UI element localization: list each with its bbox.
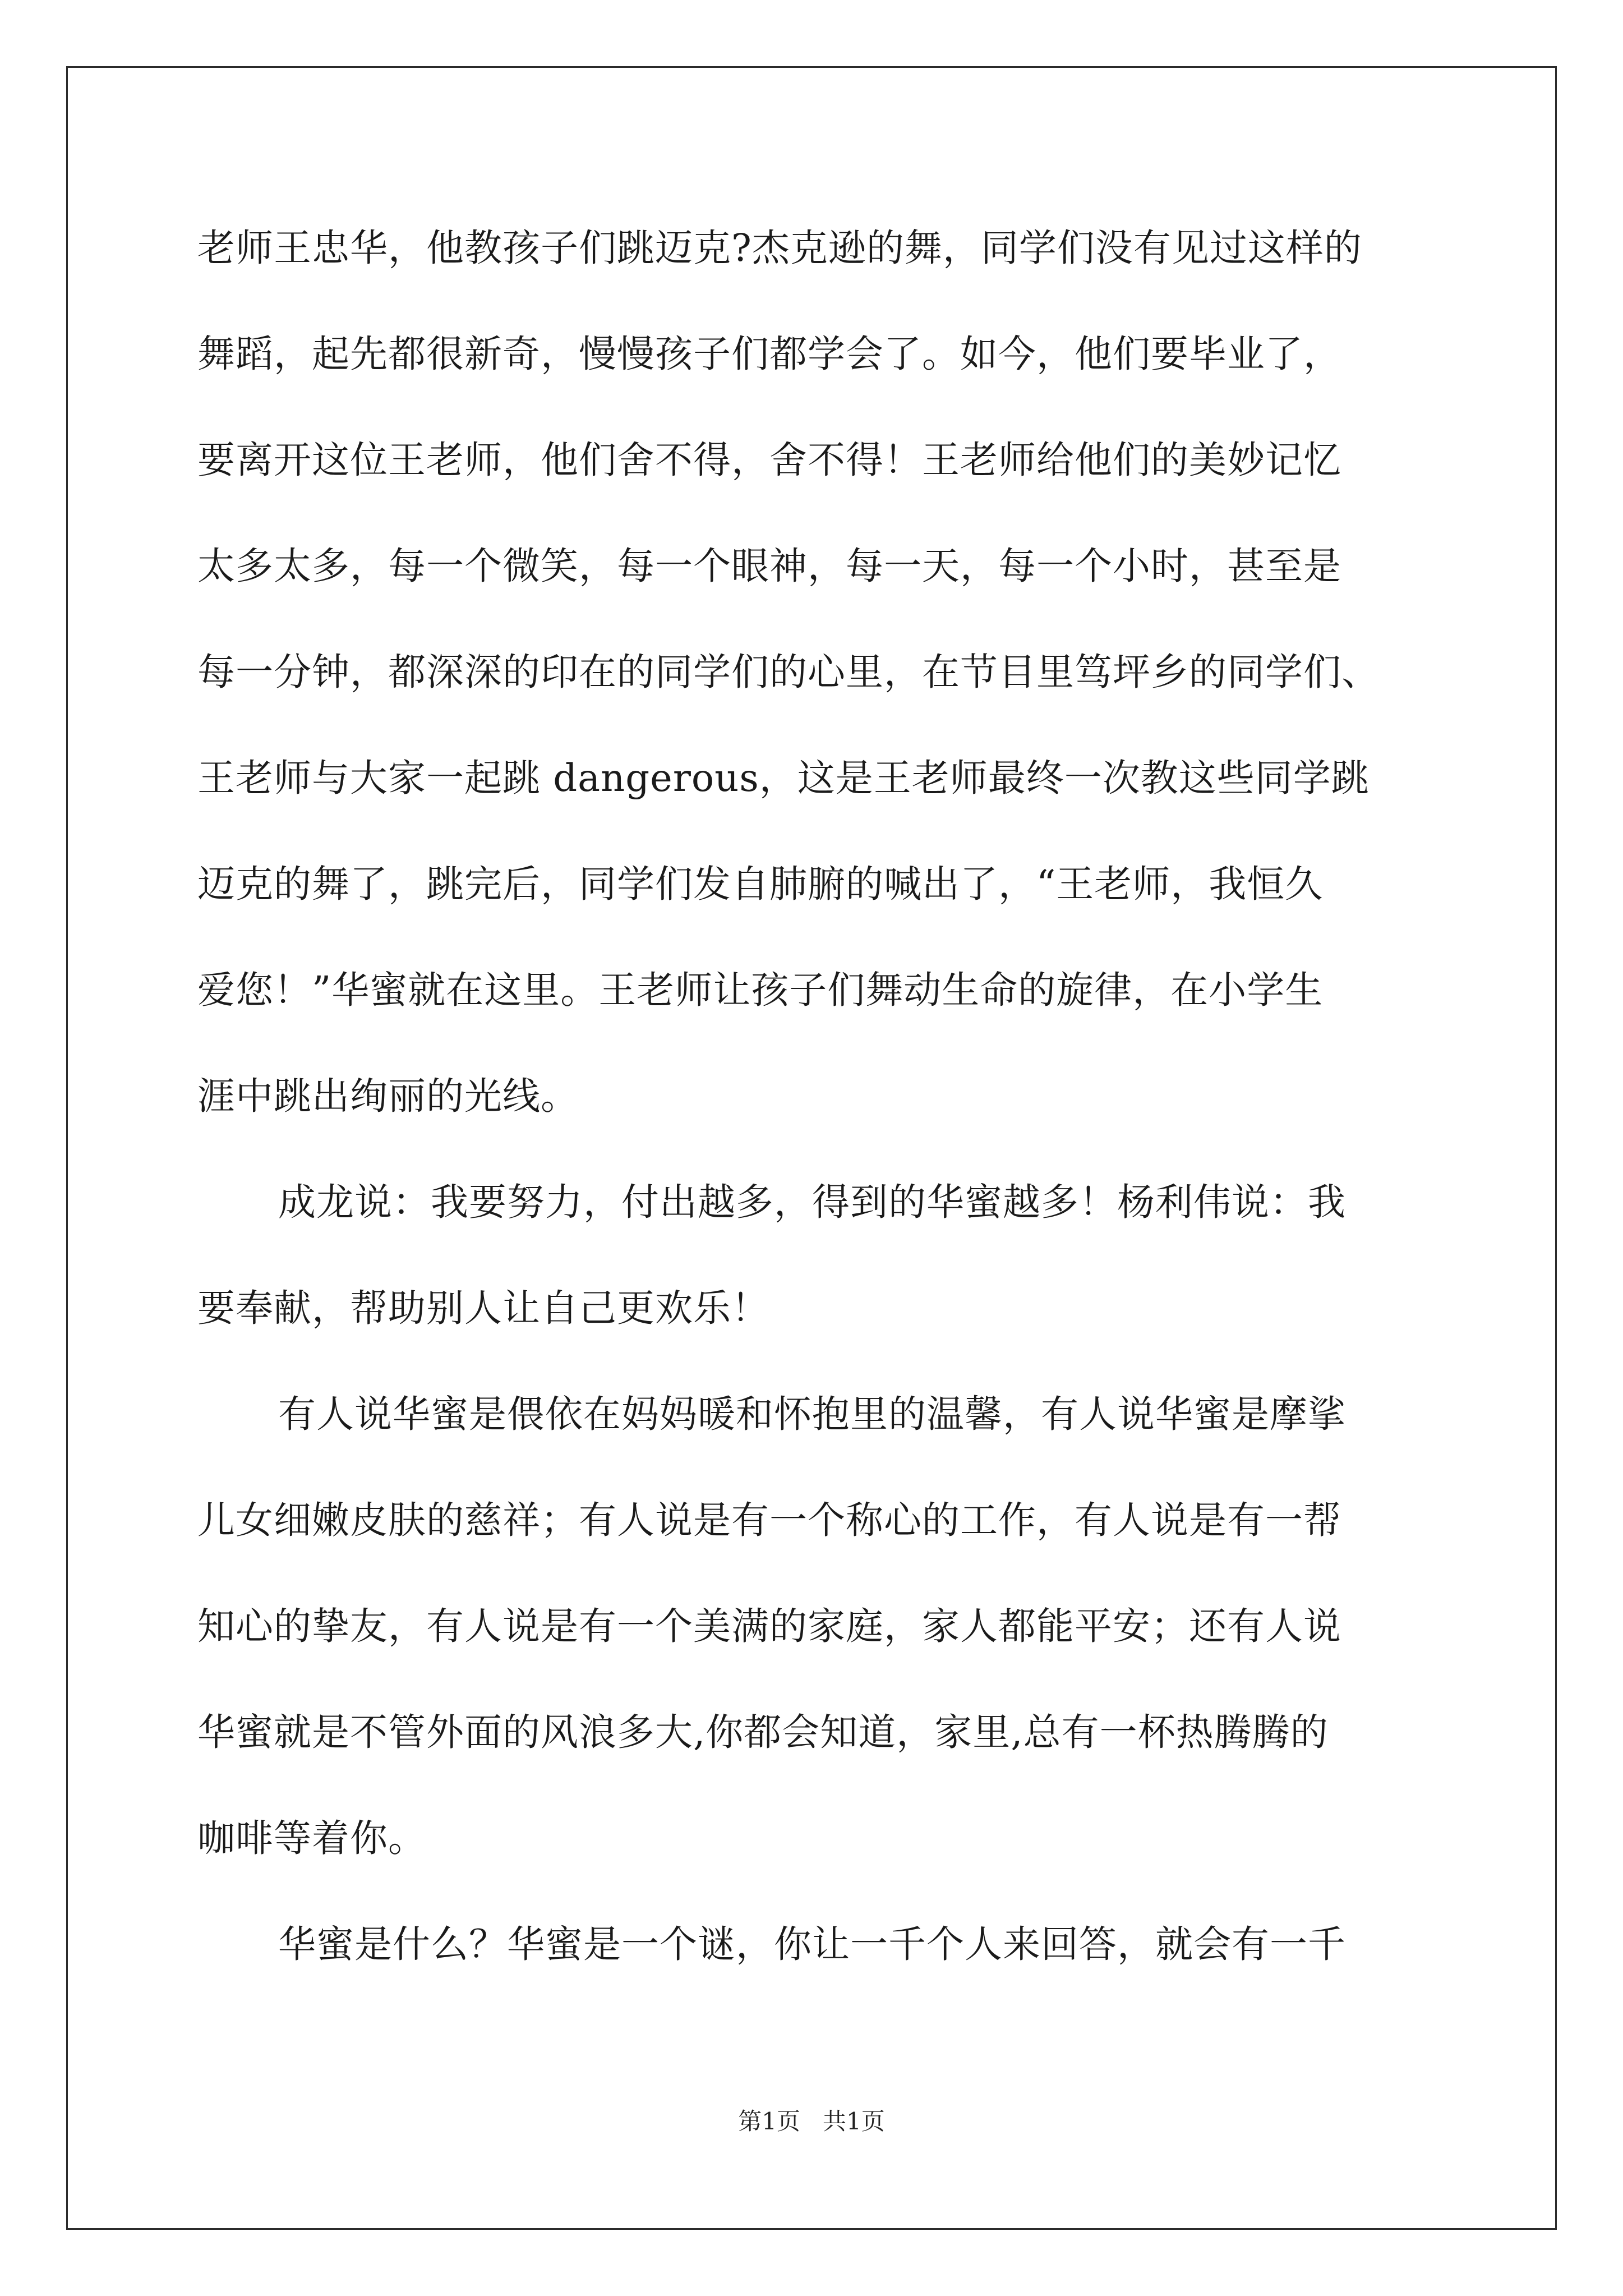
- text-line: 要离开这位王老师，他们舍不得，舍不得！王老师给他们的美妙记忆: [197, 438, 1341, 482]
- text-line: 咖啡等着你。: [197, 1816, 426, 1860]
- page-number-footer: 第1页 共1页: [738, 2108, 885, 2135]
- paragraph-start-line: 有人说华蜜是偎依在妈妈暖和怀抱里的温馨，有人说华蜜是摩挲: [278, 1392, 1346, 1436]
- text-line: 太多太多，每一个微笑，每一个眼神，每一天，每一个小时，甚至是: [197, 544, 1341, 588]
- text-line: 知心的挚友，有人说是有一个美满的家庭，家人都能平安；还有人说: [197, 1604, 1341, 1648]
- text-line: 要奉献，帮助别人让自己更欢乐！: [197, 1286, 769, 1330]
- text-line: 舞蹈，起先都很新奇，慢慢孩子们都学会了。如今，他们要毕业了，: [197, 332, 1341, 376]
- text-line: 老师王忠华，他教孩子们跳迈克?杰克逊的舞，同学们没有见过这样的: [197, 226, 1362, 270]
- text-line: 儿女细嫩皮肤的慈祥；有人说是有一个称心的工作，有人说是有一帮: [197, 1498, 1341, 1542]
- text-line: 迈克的舞了，跳完后，同学们发自肺腑的喊出了，“王老师，我恒久: [197, 862, 1324, 906]
- paragraph-start-line: 成龙说：我要努力，付出越多，得到的华蜜越多！杨利伟说：我: [278, 1180, 1346, 1224]
- text-line: 涯中跳出绚丽的光线。: [197, 1074, 579, 1118]
- text-line: 爱您！”华蜜就在这里。王老师让孩子们舞动生命的旋律，在小学生: [197, 968, 1324, 1012]
- text-line: 王老师与大家一起跳 dangerous，这是王老师最终一次教这些同学跳: [197, 756, 1370, 800]
- text-line: 华蜜就是不管外面的风浪多大,你都会知道，家里,总有一杯热腾腾的: [197, 1710, 1329, 1754]
- document-body: [197, 218, 1426, 2020]
- text-line: 每一分钟，都深深的印在的同学们的心里，在节目里笃坪乡的同学们、: [197, 650, 1380, 694]
- paragraph-start-line: 华蜜是什么？华蜜是一个谜，你让一千个人来回答，就会有一千: [278, 1922, 1346, 1966]
